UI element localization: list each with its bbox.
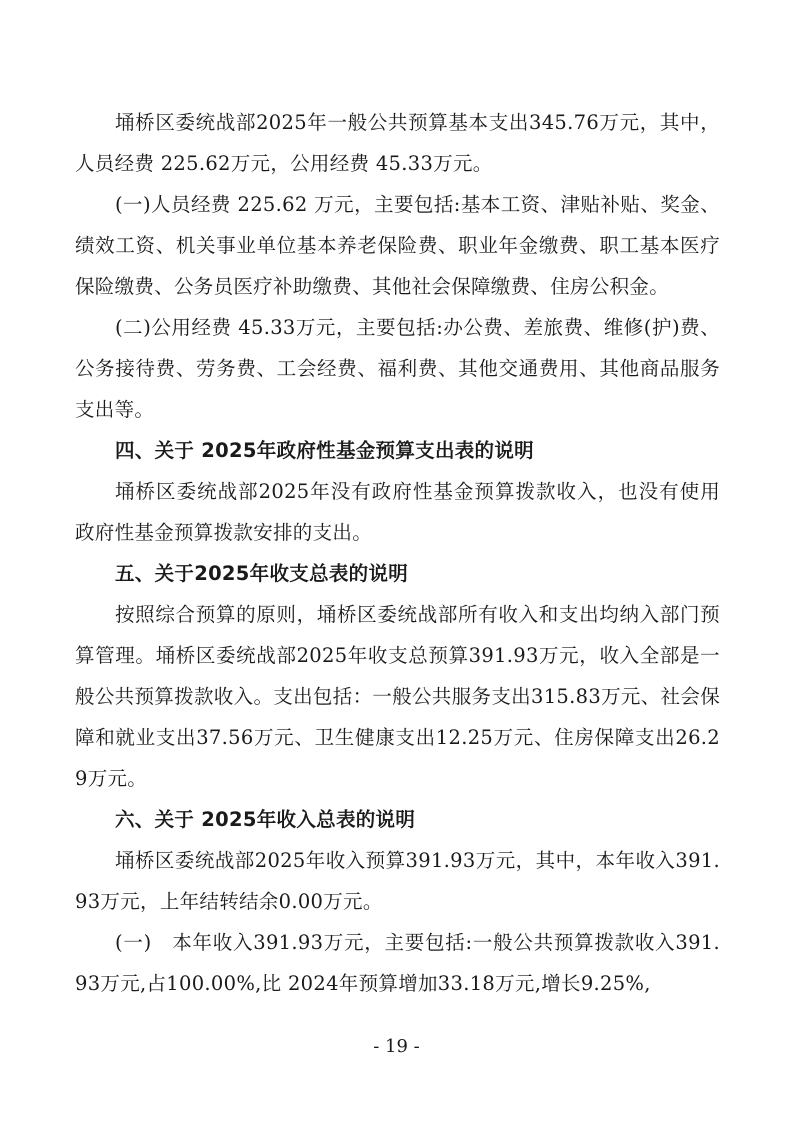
paragraph-revenue-expenditure-summary: 按照综合预算的原则，埇桥区委统战部所有收入和支出均纳入部门预算管理。埇桥区委统战部2025年收支总预算391.93万元，收入全部是一般公共预算拨款收入。支出包括：一般公共服务支出315.83万元、社会保障和就业支出37.56万元、卫生健康支出12.25万元、住房保障支出26.29万元。	[75, 603, 720, 790]
paragraph-revenue-summary: 埇桥区委统战部2025年收入预算391.93万元，其中，本年收入391.93万元，上年结转结余0.00万元。	[75, 849, 720, 913]
paragraph-public-expenses: (二)公用经费 45.33万元，主要包括:办公费、差旅费、维修(护)费、公务接待费、劳务费、工会经费、福利费、其他交通费用、其他商品服务支出等。	[75, 316, 720, 421]
paragraph-government-fund: 埇桥区委统战部2025年没有政府性基金预算拨款收入，也没有使用政府性基金预算拨款安排的支出。	[75, 480, 720, 544]
page-number: - 19 -	[373, 1036, 420, 1057]
document-body	[75, 102, 720, 1004]
heading-revenue-summary: 六、关于 2025年收入总表的说明	[115, 808, 416, 831]
heading-government-fund: 四、关于 2025年政府性基金预算支出表的说明	[115, 439, 534, 462]
paragraph-basic-expenditure: 埇桥区委统战部2025年一般公共预算基本支出345.76万元，其中，人员经费 225.62万元，公用经费 45.33万元。	[75, 111, 720, 175]
heading-revenue-expenditure-summary: 五、关于2025年收支总表的说明	[115, 562, 409, 585]
paragraph-personnel-expenses: (一)人员经费 225.62 万元，主要包括:基本工资、津贴补贴、奖金、绩效工资、机关事业单位基本养老保险费、职业年金缴费、职工基本医疗保险缴费、公务员医疗补助缴费、其他社会保障缴费、住房公积金。	[75, 193, 720, 298]
paragraph-current-year-revenue: (一) 本年收入391.93万元，主要包括:一般公共预算拨款收入391.93万元,占100.00%,比 2024年预算增加33.18万元,增长9.25%,	[75, 931, 720, 995]
